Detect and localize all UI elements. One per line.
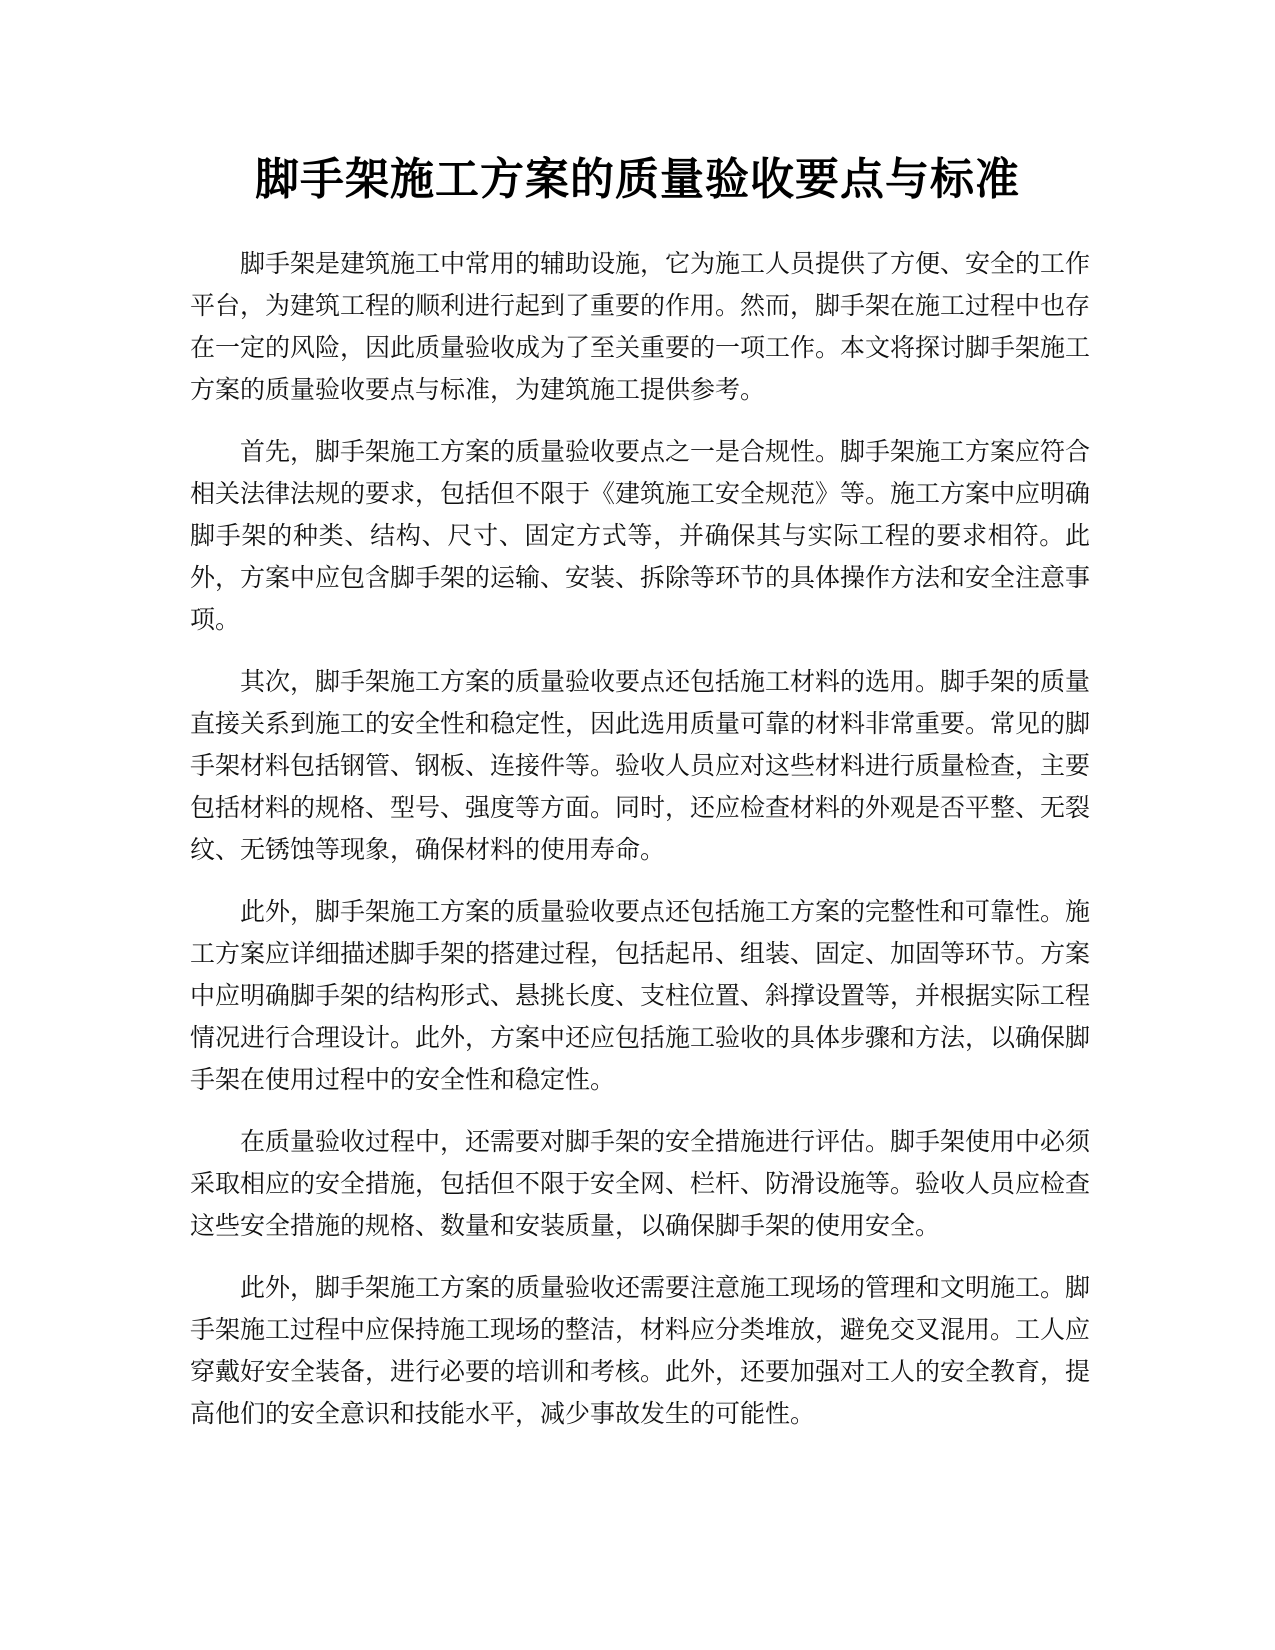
paragraph-intro: 脚手架是建筑施工中常用的辅助设施，它为施工人员提供了方便、安全的工作平台，为建筑工程的顺利进行起到了重要的作用。然而，脚手架在施工过程中也存在一定的风险，因此质量验收成为了至关重要的一项工作。本文将探讨脚手架施工方案的质量验收要点与标准，为建筑施工提供参考。 [190, 249, 1091, 404]
paragraph-plan-completeness: 此外，脚手架施工方案的质量验收要点还包括施工方案的完整性和可靠性。施工方案应详细描述脚手架的搭建过程，包括起吊、组装、固定、加固等环节。方案中应明确脚手架的结构形式、悬挑长度、支柱位置、斜撑设置等，并根据实际工程情况进行合理设计。此外，方案中还应包括施工验收的具体步骤和方法，以确保脚手架在使用过程中的安全性和稳定性。 [190, 897, 1091, 1094]
document-title: 脚手架施工方案的质量验收要点与标准 [255, 154, 1020, 205]
paragraph-materials: 其次，脚手架施工方案的质量验收要点还包括施工材料的选用。脚手架的质量直接关系到施工的安全性和稳定性，因此选用质量可靠的材料非常重要。常见的脚手架材料包括钢管、钢板、连接件等。验收人员应对这些材料进行质量检查，主要包括材料的规格、型号、强度等方面。同时，还应检查材料的外观是否平整、无裂纹、无锈蚀等现象，确保材料的使用寿命。 [190, 667, 1091, 864]
paragraph-compliance: 首先，脚手架施工方案的质量验收要点之一是合规性。脚手架施工方案应符合相关法律法规的要求，包括但不限于《建筑施工安全规范》等。施工方案中应明确脚手架的种类、结构、尺寸、固定方式等，并确保其与实际工程的要求相符。此外，方案中应包含脚手架的运输、安装、拆除等环节的具体操作方法和安全注意事项。 [190, 437, 1091, 634]
document-body [190, 243, 1090, 1455]
paragraph-safety-measures: 在质量验收过程中，还需要对脚手架的安全措施进行评估。脚手架使用中必须采取相应的安全措施，包括但不限于安全网、栏杆、防滑设施等。验收人员应检查这些安全措施的规格、数量和安装质量，以确保脚手架的使用安全。 [190, 1127, 1091, 1240]
paragraph-site-management: 此外，脚手架施工方案的质量验收还需要注意施工现场的管理和文明施工。脚手架施工过程中应保持施工现场的整洁，材料应分类堆放，避免交叉混用。工人应穿戴好安全装备，进行必要的培训和考核。此外，还要加强对工人的安全教育，提高他们的安全意识和技能水平，减少事故发生的可能性。 [190, 1273, 1091, 1428]
